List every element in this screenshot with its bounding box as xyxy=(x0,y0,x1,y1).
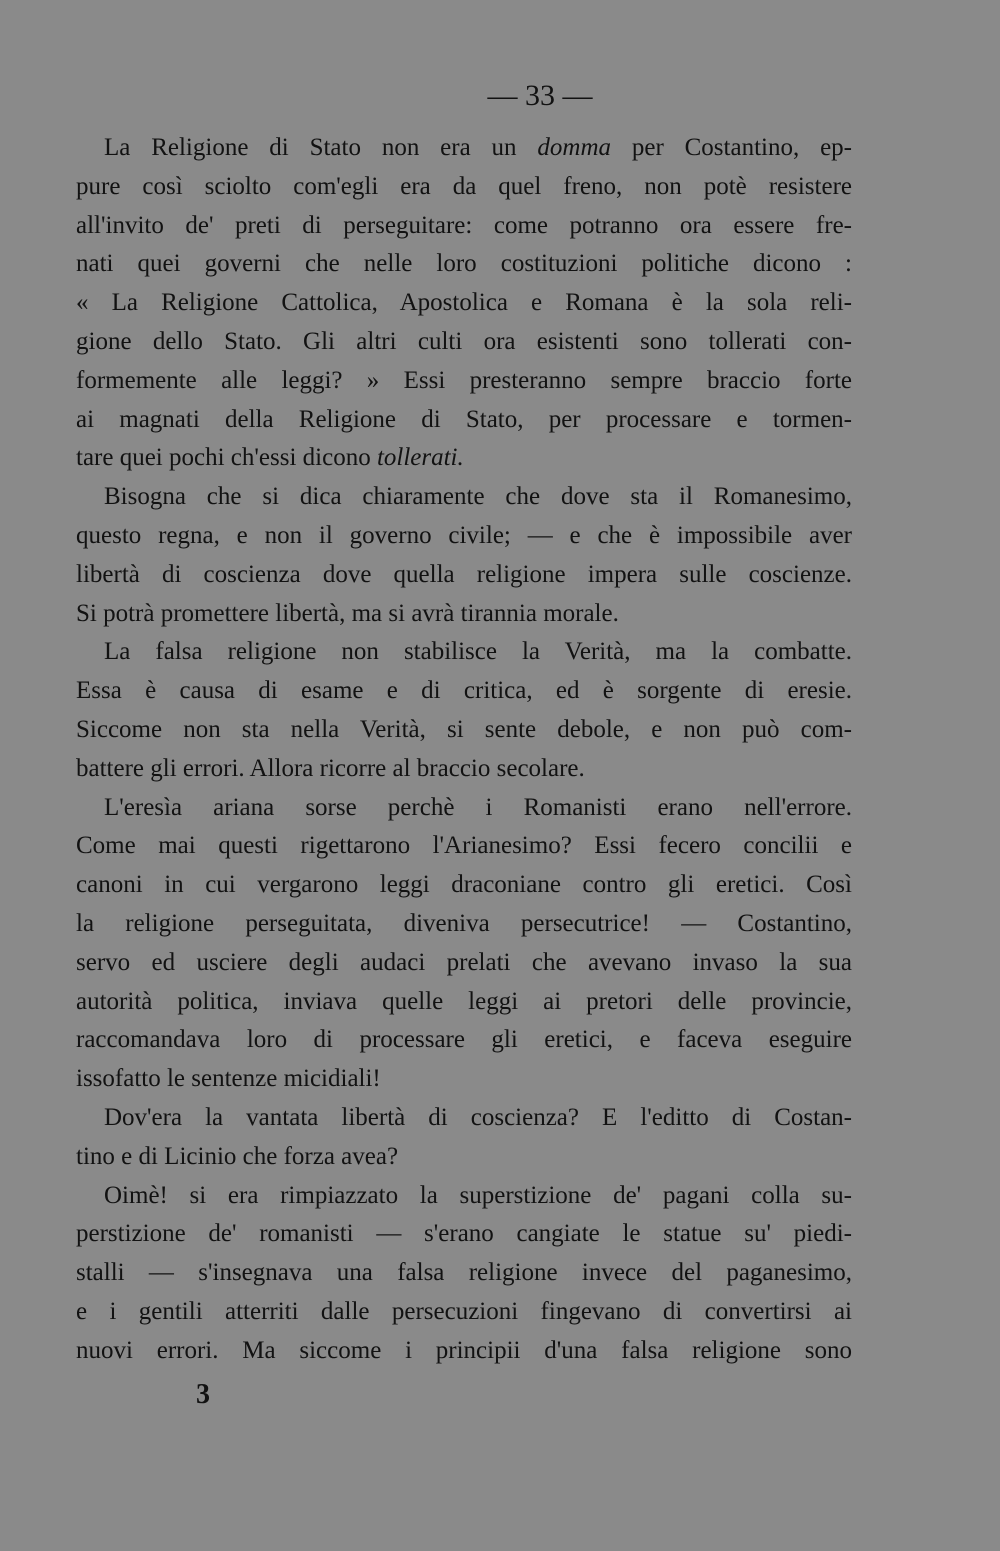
text-line: Siccome non sta nella Verità, si sente debole, e non può com- xyxy=(76,715,852,743)
text-line: nuovi errori. Ma siccome i principii d'una falsa religione sono xyxy=(76,1336,852,1364)
text-line: formemente alle leggi? » Essi presteranno sempre braccio forte xyxy=(76,366,852,394)
text-line: perstizione de' romanisti — s'erano cangiate le statue su' piedi- xyxy=(76,1220,852,1248)
text-line: Essa è causa di esame e di critica, ed è sorgente di eresie. xyxy=(76,677,852,705)
text-line: pure così sciolto com'egli era da quel freno, non potè resistere xyxy=(76,172,852,200)
text-line: ai magnati della Religione di Stato, per processare e tormen- xyxy=(76,405,852,433)
text-line: La falsa religione non stabilisce la Verità, ma la combatte. xyxy=(104,638,852,666)
text-line: raccomandava loro di processare gli eretici, e faceva eseguire xyxy=(76,1026,852,1054)
text-line: tare quei pochi ch'essi dicono tollerati. xyxy=(76,444,464,472)
text-line: « La Religione Cattolica, Apostolica e Romana è la sola reli- xyxy=(76,289,852,317)
text-line: Dov'era la vantata libertà di coscienza? E l'editto di Costan- xyxy=(104,1103,852,1131)
text-line: issofatto le sentenze micidiali! xyxy=(76,1065,381,1093)
text-line: servo ed usciere degli audaci prelati che avevano invaso la sua xyxy=(76,948,852,976)
text-line: all'invito de' preti di perseguitare: come potranno ora essere fre- xyxy=(76,211,852,239)
text-line: L'eresìa ariana sorse perchè i Romanisti erano nell'errore. xyxy=(104,793,852,821)
text-line: nati quei governi che nelle loro costituzioni politiche dicono : xyxy=(76,250,852,278)
text-line: e i gentili atterriti dalle persecuzioni fingevano di convertirsi ai xyxy=(76,1297,852,1325)
text-line: La Religione di Stato non era un domma per Costantino, ep- xyxy=(104,134,852,161)
text-line: Oimè! si era rimpiazzato la superstizione de' pagani colla su- xyxy=(104,1181,852,1209)
text-line: stalli — s'insegnava una falsa religione invece del paganesimo, xyxy=(76,1259,852,1287)
signature-mark: 3 xyxy=(196,1379,210,1410)
text-line: tino e di Licinio che forza avea? xyxy=(76,1142,399,1170)
text-line: autorità politica, inviava quelle leggi ai pretori delle provincie, xyxy=(76,987,852,1015)
text-line: canoni in cui vergarono leggi draconiane contro gli eretici. Così xyxy=(76,871,852,899)
body-text xyxy=(76,129,852,1371)
text-line: Si potrà promettere libertà, ma si avrà tirannia morale. xyxy=(76,599,619,627)
text-line: gione dello Stato. Gli altri culti ora esistenti sono tollerati con- xyxy=(76,327,852,355)
text-line: Come mai questi rigettarono l'Arianesimo? Essi fecero concilii e xyxy=(76,832,852,860)
text-line: battere gli errori. Allora ricorre al braccio secolare. xyxy=(76,754,585,782)
text-line: libertà di coscienza dove quella religione impera sulle coscienze. xyxy=(76,560,852,588)
text-line: la religione perseguitata, diveniva persecutrice! — Costantino, xyxy=(76,909,852,937)
text-line: Bisogna che si dica chiaramente che dove sta il Romanesimo, xyxy=(104,483,852,511)
page-number: — 33 — xyxy=(487,79,593,112)
text-line: questo regna, e non il governo civile; — e che è impossibile aver xyxy=(76,521,852,549)
